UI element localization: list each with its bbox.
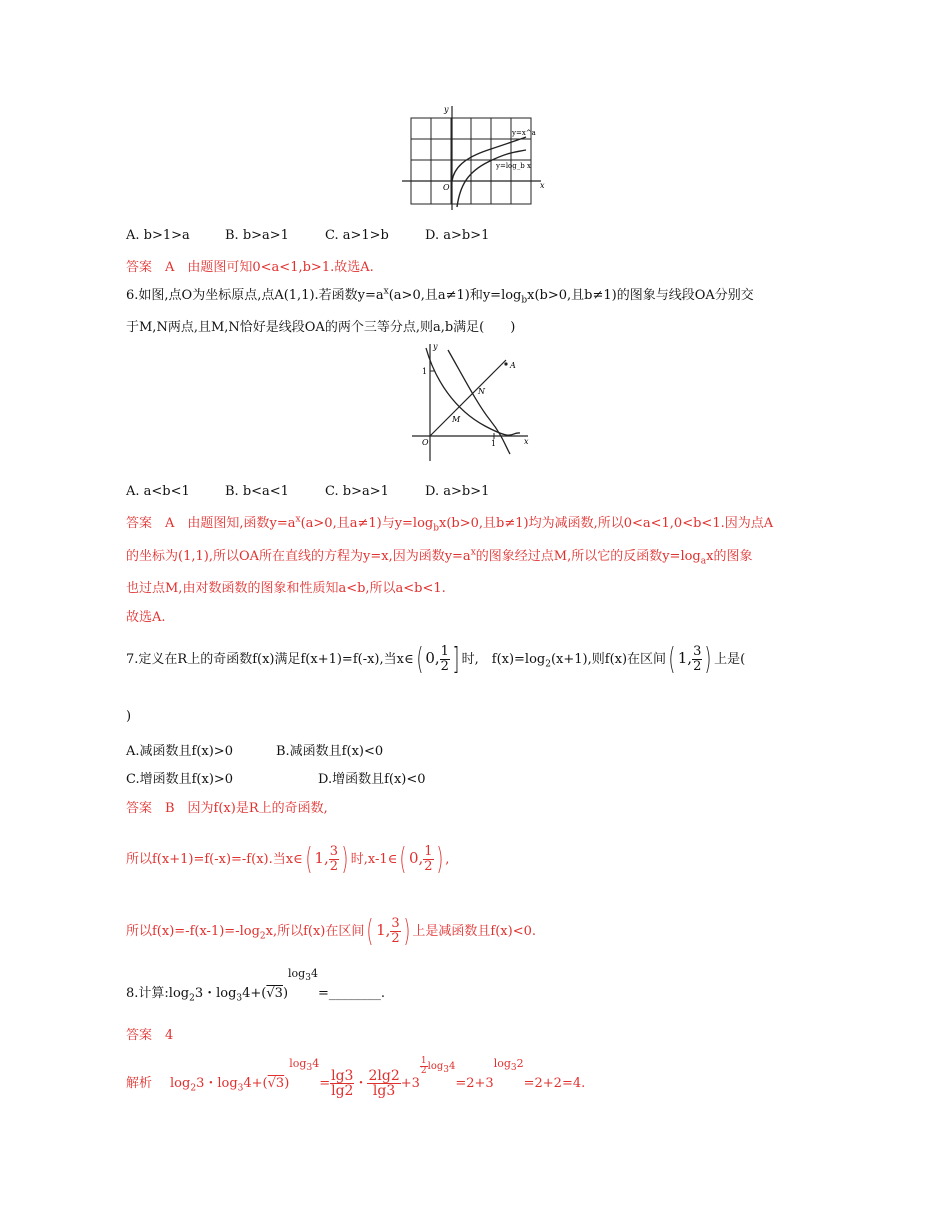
q6-answer-line4: 故选A. — [126, 610, 166, 625]
q6-option-b: B. b<a<1 — [225, 484, 289, 499]
q6-stem-part3: x(b>0,且b≠1)的图象与线段OA分别交 — [527, 288, 754, 303]
q7-interval1-close: ] — [452, 641, 460, 677]
q7-stem-part2: 时, f(x)=log — [461, 652, 546, 667]
q6-answer-line2 — [126, 545, 752, 567]
q6-fig-label-1x: 1 — [491, 439, 497, 448]
q6-stem-line2: 于M,N两点,且M,N恰好是线段OA的两个三等分点,则a,b满足( ) — [126, 320, 516, 335]
q6-option-c: C. b>a>1 — [325, 484, 389, 499]
q8-sol-frac1-den: lg2 — [331, 1083, 354, 1099]
q6-stem-line1 — [126, 284, 754, 306]
q8-sol-exp1-4: 4 — [312, 1057, 320, 1070]
q8-sol-sqrt: √3 — [267, 1076, 285, 1091]
q7-ans-int-b-num: 1 — [424, 844, 433, 859]
q5-fig-label-o: O — [443, 183, 450, 192]
q8-stem-part3: 4+( — [242, 986, 267, 1001]
q8-sol-frac1 — [330, 1069, 354, 1098]
q7-interval1-left: 0, — [425, 649, 440, 667]
q8-stem-sub-2: 2 — [189, 993, 195, 1004]
q7-option-b: B.减函数且f(x)<0 — [276, 744, 384, 759]
q8-sol-eq1: = — [319, 1076, 331, 1091]
q7-int2-num: 3 — [693, 644, 702, 659]
q6-fig-label-n: N — [478, 387, 485, 396]
q6-ans-sup-x: x — [295, 514, 301, 525]
q8-sol-exp1-sub: 3 — [306, 1063, 313, 1074]
q6-stem-part2: (a>0,且a≠1)和y=log — [388, 288, 522, 303]
q8-sol-frac2-den: lg3 — [372, 1083, 396, 1099]
q8-sol-exp1-log: log — [289, 1057, 307, 1070]
q6-ans2-sub-a: a — [700, 556, 707, 567]
q8-stem-exp-log: log — [288, 967, 306, 980]
q6-ans-part3: x(b>0,且b≠1)均为减函数,所以0<a<1,0<b<1.因为点A — [439, 516, 774, 531]
q6-ans2-part1: 的坐标为(1,1),所以OA所在直线的方程为y=x,因为函数y=a — [126, 549, 471, 564]
q8-sol-exp2 — [420, 1056, 456, 1076]
q7-ans-int-a-num: 3 — [329, 844, 338, 859]
q8-sol-exp3-sub: 3 — [510, 1063, 517, 1074]
q5-fig-label-x: x — [540, 181, 545, 190]
figure-q5-graph — [398, 100, 550, 212]
q6-stem-part1: 6.如图,点O为坐标原点,点A(1,1).若函数y=a — [126, 288, 384, 303]
q7-ans-int-a-frac — [329, 845, 339, 874]
q6-ans2-part2: 的图象经过点M,所以它的反函数y=log — [475, 549, 701, 564]
q8-sol-sub-2: 2 — [190, 1083, 197, 1094]
q7-ans-int-a-left: 1, — [314, 849, 329, 867]
q8-sol-exp2-4: 4 — [449, 1061, 456, 1072]
q7-stem-part3: (x+1),则f(x)在区间 — [550, 652, 667, 667]
q8-sol-label: 解析 — [126, 1076, 153, 1091]
q7-ans-int-b-den: 2 — [424, 859, 433, 874]
q7-stem-sub-2: 2 — [545, 659, 551, 670]
q7-option-d: D.增函数且f(x)<0 — [318, 772, 426, 787]
q7-ans-int-a-close: ) — [341, 841, 349, 877]
q8-sol-exp3-2: 2 — [516, 1057, 524, 1070]
q8-sol-exp2-sub: 3 — [443, 1065, 449, 1075]
q6-ans2-part3: x的图象 — [706, 549, 753, 564]
q7-ans-int-c-num: 3 — [391, 916, 400, 931]
q7-interval2-frac — [692, 645, 702, 674]
q7-ans-int-c-frac — [390, 917, 400, 946]
q8-sol-frac2-num: 2lg2 — [368, 1068, 400, 1084]
q7-interval1-open: ( — [415, 641, 423, 677]
q5-option-d: D. a>b>1 — [425, 228, 490, 243]
q8-sol-exp2-frac — [420, 1057, 428, 1076]
q8-sol-exp2-log: log — [427, 1061, 444, 1072]
q7-ans2-part1: 所以f(x+1)=f(-x)=-f(x).当x∈ — [126, 852, 303, 867]
q8-stem-part1: 8.计算:log — [126, 986, 190, 1001]
q8-stem — [126, 967, 385, 1019]
q7-ans-int-b-left: 0, — [408, 849, 424, 867]
q7-interval2-close: ) — [704, 641, 712, 677]
q8-sol-part2: 3・log — [196, 1076, 238, 1091]
q7-stem-part1: 7.定义在R上的奇函数f(x)满足f(x+1)=f(-x),当x∈ — [126, 652, 414, 667]
q8-stem-blank: =________. — [317, 986, 385, 1001]
q8-sol-eq2: =2+3 — [455, 1076, 494, 1091]
q6-fig-label-x: x — [524, 437, 529, 446]
q6-fig-label-y: y — [433, 342, 438, 351]
q6-ans-part1: 答案 A 由题图知,函数y=a — [126, 516, 296, 531]
q7-ans-int-a-den: 2 — [329, 859, 338, 874]
q6-answer-line3: 也过点M,由对数函数的图象和性质知a<b,所以a<b<1. — [126, 581, 446, 596]
q7-ans2-part2: 时,x-1∈ — [350, 852, 398, 867]
q7-answer-line1: 答案 B 因为f(x)是R上的奇函数, — [126, 801, 328, 816]
q8-stem-part4: ) — [282, 986, 289, 1001]
q8-stem-part2: 3・log — [194, 986, 237, 1001]
q6-stem-sub-b: b — [521, 295, 528, 306]
q8-sol-exp3-log: log — [493, 1057, 511, 1070]
q7-ans3-sub-2: 2 — [259, 931, 266, 942]
q5-option-a: A. b>1>a — [126, 228, 190, 243]
q5-fig-curve1-label: y=x^a — [512, 129, 536, 137]
q7-stem — [126, 638, 745, 685]
q8-sol-exp2-den: 2 — [420, 1066, 427, 1076]
q8-sol-part1: log — [170, 1076, 191, 1091]
q7-ans2-part3: , — [445, 852, 450, 867]
q8-sol-dot: ・ — [354, 1076, 368, 1091]
q8-sol-plus: +3 — [400, 1076, 420, 1091]
q7-ans-int-c-open: ( — [366, 913, 374, 949]
q8-sol-part3: 4+( — [243, 1076, 268, 1091]
q8-stem-exp-4: 4 — [310, 967, 318, 980]
q8-answer: 答案 4 — [126, 1028, 174, 1043]
q7-answer-line3 — [126, 910, 536, 957]
q7-answer-line2 — [126, 838, 449, 880]
q7-ans-int-b-open: ( — [399, 841, 407, 877]
q6-fig-label-a: A — [510, 361, 516, 370]
q7-int1-den: 2 — [440, 659, 449, 674]
q6-ans-part2: (a>0,且a≠1)与y=log — [300, 516, 434, 531]
q7-int1-num: 1 — [440, 644, 449, 659]
q6-answer-line1 — [126, 512, 773, 534]
q8-solution — [126, 1056, 586, 1109]
q7-stem-close: ) — [126, 709, 132, 724]
q7-ans3-part3: 上是减函数且f(x)<0. — [412, 924, 537, 939]
q7-ans3-part1: 所以f(x)=-f(x-1)=-log — [126, 924, 260, 939]
q8-sol-part4: ) — [284, 1076, 290, 1091]
q6-stem-sup-x: x — [383, 286, 389, 297]
q6-option-a: A. a<b<1 — [126, 484, 190, 499]
q7-interval2-left: 1, — [677, 649, 693, 667]
q8-stem-exp-sub-3: 3 — [305, 973, 311, 984]
q8-sol-exp1 — [289, 1057, 320, 1074]
q8-stem-sub-3: 3 — [236, 993, 243, 1004]
q7-int2-den: 2 — [693, 659, 702, 674]
q8-stem-exp — [288, 967, 318, 984]
q7-option-a: A.减函数且f(x)>0 — [126, 744, 233, 759]
q6-fig-label-1y: 1 — [422, 367, 428, 376]
q5-option-b: B. b>a>1 — [225, 228, 289, 243]
q8-sol-frac2 — [367, 1069, 400, 1098]
q7-ans-int-c-den: 2 — [391, 931, 400, 946]
q7-option-c: C.增函数且f(x)>0 — [126, 772, 234, 787]
q7-ans-int-b-close: ) — [435, 841, 443, 877]
q8-sol-exp3 — [493, 1057, 524, 1074]
q7-ans-int-a-open: ( — [305, 841, 313, 877]
q7-ans-int-c-close: ) — [403, 913, 411, 949]
q6-ans2-sup-x: x — [470, 547, 476, 558]
q6-fig-label-o: O — [422, 438, 429, 447]
figure-q6-graph — [410, 340, 535, 462]
q7-interval1-frac — [440, 645, 450, 674]
q8-sol-frac1-num: lg3 — [331, 1068, 354, 1084]
q7-ans-int-c-left: 1, — [376, 921, 391, 939]
q8-sol-sub-3: 3 — [237, 1083, 244, 1094]
q7-stem-part4: 上是( — [714, 652, 746, 667]
q6-ans-sub-b: b — [433, 523, 440, 534]
q6-fig-label-m: M — [452, 415, 461, 424]
q7-interval2-open: ( — [668, 641, 676, 677]
q5-answer: 答案 A 由题图可知0<a<1,b>1.故选A. — [126, 260, 374, 275]
q7-ans-int-b-frac — [423, 845, 433, 874]
q5-option-c: C. a>1>b — [325, 228, 389, 243]
q7-ans3-part2: x,所以f(x)在区间 — [265, 924, 365, 939]
q8-sol-end: =2+2=4. — [523, 1076, 586, 1091]
q5-fig-label-y: y — [444, 105, 449, 114]
q6-option-d: D. a>b>1 — [425, 484, 490, 499]
q8-stem-sqrt: √3 — [266, 986, 283, 1001]
q5-fig-curve2-label: y=log_b x — [496, 162, 531, 170]
q8-sol-exp2-num: 1 — [420, 1056, 427, 1066]
